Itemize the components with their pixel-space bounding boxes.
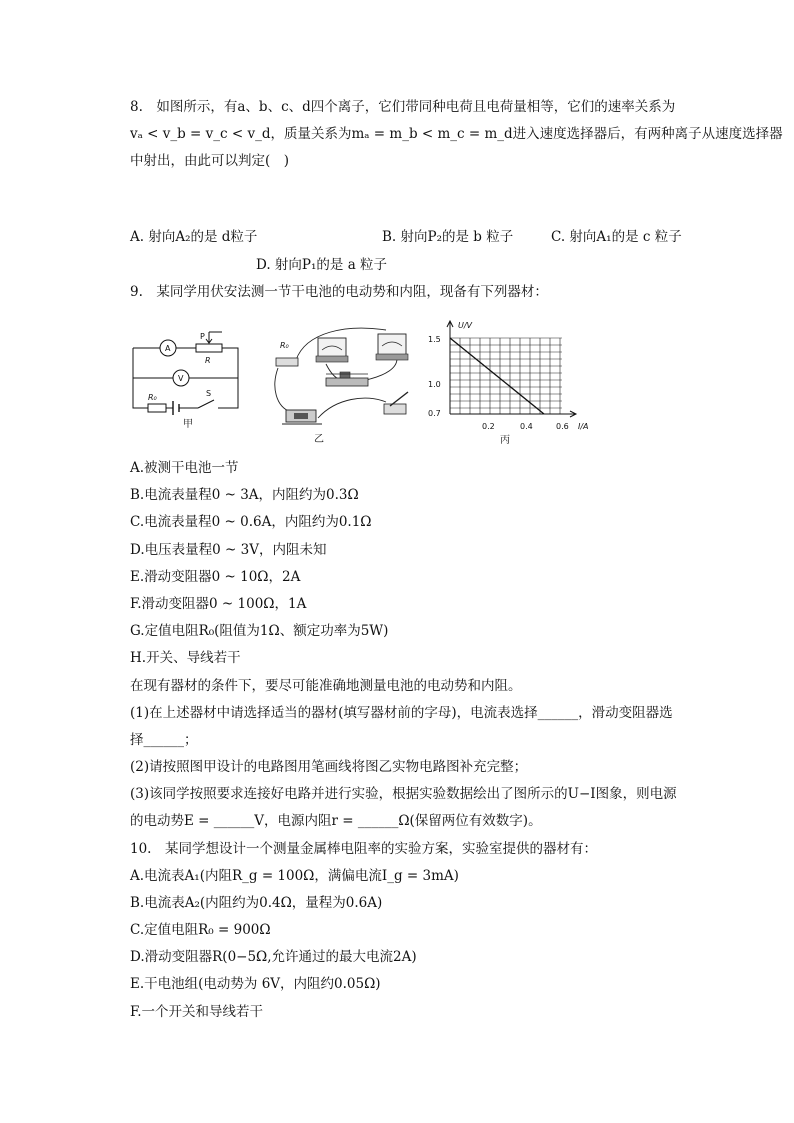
- q8-option-b: B. 射向P₂的是 b 粒子: [382, 229, 514, 245]
- q9-item-h: H.开关、导线若干: [130, 650, 241, 666]
- q9-item-f: F.滑动变阻器0 ~ 100Ω，1A: [130, 596, 307, 612]
- apparatus-battery: [282, 410, 322, 424]
- q9-item-g: G.定值电阻R₀(阻值为1Ω、额定功率为5W): [130, 623, 389, 639]
- q9-part1-line2: 择______；: [130, 732, 198, 748]
- q10-item-e: E.干电池组(电动势为 6V，内阻约0.05Ω): [130, 976, 381, 992]
- q8-option-c: C. 射向A₁的是 c 粒子: [551, 229, 682, 245]
- q9-item-c: C.电流表量程0 ~ 0.6A，内阻约为0.1Ω: [130, 514, 372, 530]
- x-tick-0-4: 0.4: [520, 422, 533, 431]
- q8-line3: 中射出，由此可以判定( ): [130, 153, 290, 169]
- apparatus-ammeter: [316, 338, 348, 362]
- figure-bing-graph: [424, 316, 600, 446]
- q8-option-a: A. 射向A₂的是 d粒子: [130, 229, 258, 245]
- y-tick-1-0: 1.0: [428, 380, 441, 389]
- q9-item-b: B.电流表量程0 ~ 3A，内阻约为0.3Ω: [130, 487, 359, 503]
- x-tick-0-6: 0.6: [556, 422, 569, 431]
- figure-bing-caption: 丙: [500, 435, 510, 446]
- rheostat-r-label: R: [205, 356, 211, 365]
- figure-yi-caption: 乙: [314, 434, 324, 444]
- voltmeter-symbol: V: [178, 374, 184, 383]
- q9-item-a: A.被测干电池一节: [130, 460, 239, 476]
- y-tick-1-5: 1.5: [428, 335, 441, 344]
- q10-item-b: B.电流表A₂(内阻约为0.4Ω，量程为0.6A): [130, 895, 383, 911]
- apparatus-voltmeter: [376, 334, 408, 360]
- q10-item-c: C.定值电阻R₀ = 900Ω: [130, 922, 271, 938]
- q9-stem: 9. 某同学用伏安法测一节干电池的电动势和内阻，现备有下列器材：: [130, 284, 548, 300]
- q10-stem: 10. 某同学想设计一个测量金属棒电阻率的实验方案，实验室提供的器材有：: [130, 841, 597, 857]
- q9-part3-line2: 的电动势E = ______V，电源内阻r = ______Ω(保留两位有效数字)。: [130, 813, 542, 829]
- q8-option-d: D. 射向P₁的是 a 粒子: [256, 257, 388, 273]
- q10-item-a: A.电流表A₁(内阻R_g = 100Ω，满偏电流I_g = 3mA): [130, 868, 459, 884]
- apparatus-r0-label: R₀: [280, 341, 289, 350]
- y-axis-label: U/V: [458, 321, 473, 330]
- q10-item-f: F.一个开关和导线若干: [130, 1004, 264, 1020]
- apparatus-switch: [384, 392, 408, 414]
- figure-jia-circuit: [128, 328, 248, 430]
- x-tick-0-2: 0.2: [482, 422, 495, 431]
- figure-jia-caption: 甲: [183, 419, 193, 430]
- ammeter-symbol: A: [165, 344, 171, 353]
- q8-line1: 8. 如图所示，有a、b、c、d四个离子，它们带同种电荷且电荷量相等，它们的速率关系为: [130, 99, 676, 115]
- q9-part1-line1: (1)在上述器材中请选择适当的器材(填写器材前的字母)，电流表选择______，滑动变阻器选: [130, 705, 673, 721]
- q10-item-d: D.滑动变阻器R(0−5Ω,允许通过的最大电流2A): [130, 949, 417, 965]
- resistor-r0-label: R₀: [148, 393, 157, 402]
- figure-yi-apparatus: [266, 322, 426, 444]
- switch-s-label: S: [206, 389, 212, 398]
- q9-text1: 在现有器材的条件下，要尽可能准确地测量电池的电动势和内阻。: [130, 678, 522, 694]
- q9-item-d: D.电压表量程0 ~ 3V，内阻未知: [130, 542, 327, 558]
- q8-line2: vₐ < v_b = v_c < v_d，质量关系为mₐ = m_b < m_c = m_d进入速度选择器后，有两种离子从速度选择器: [130, 126, 783, 142]
- q9-part3-line1: (3)该同学按照要求连接好电路并进行实验，根据实验数据绘出了图所示的U−I图象，则电源: [130, 786, 677, 802]
- apparatus-rheostat: [326, 372, 368, 386]
- y-tick-0-7: 0.7: [428, 409, 441, 418]
- x-axis-label: I/A: [578, 422, 589, 431]
- q9-part2: (2)请按照图甲设计的电路图用笔画线将图乙实物电路图补充完整；: [130, 759, 528, 775]
- apparatus-r0: [276, 341, 298, 366]
- q9-item-e: E.滑动变阻器0 ~ 10Ω，2A: [130, 569, 301, 585]
- slider-p-label: P: [200, 332, 205, 341]
